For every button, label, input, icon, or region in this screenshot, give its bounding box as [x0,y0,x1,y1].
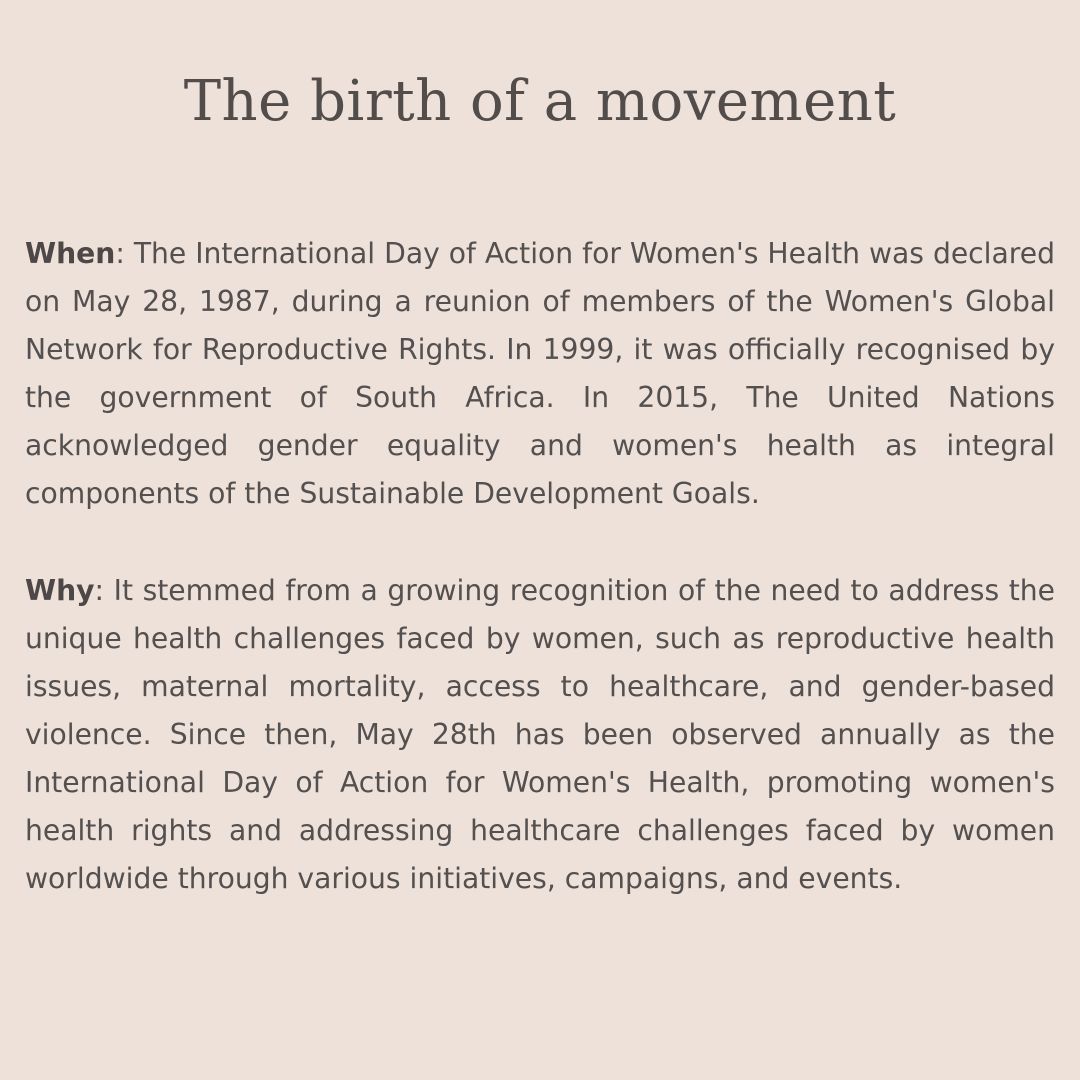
why-separator: : [94,573,114,607]
why-label: Why [25,573,95,607]
when-separator: : [115,237,134,270]
when-label: When [25,237,116,270]
article-body [25,230,1055,903]
when-paragraph [25,230,1055,519]
why-text: It stemmed from a growing recognition of the need to address the unique health challenges faced by women, such as reproductive health issues, maternal mortality, access to healthcare, and gender-based violence. Since then, May 28th has been observed annually as the International Day of Action for Women's Health, promoting women's health rights and addressing healthcare challenges faced by women worldwide through various initiatives, campaigns, and events. [25,573,1055,896]
page-title: The birth of a movement [183,69,897,134]
why-paragraph [25,567,1055,904]
when-text: The International Day of Action for Women's Health was declared on May 28, 1987, during a reunion of members of the Women's Global Network for Reproductive Rights. In 1999, it was officially recognised by the government of South Africa. In 2015, The United Nations acknowledged gender equality and women's health as integral components of the Sustainable Development Goals. [25,237,1055,511]
